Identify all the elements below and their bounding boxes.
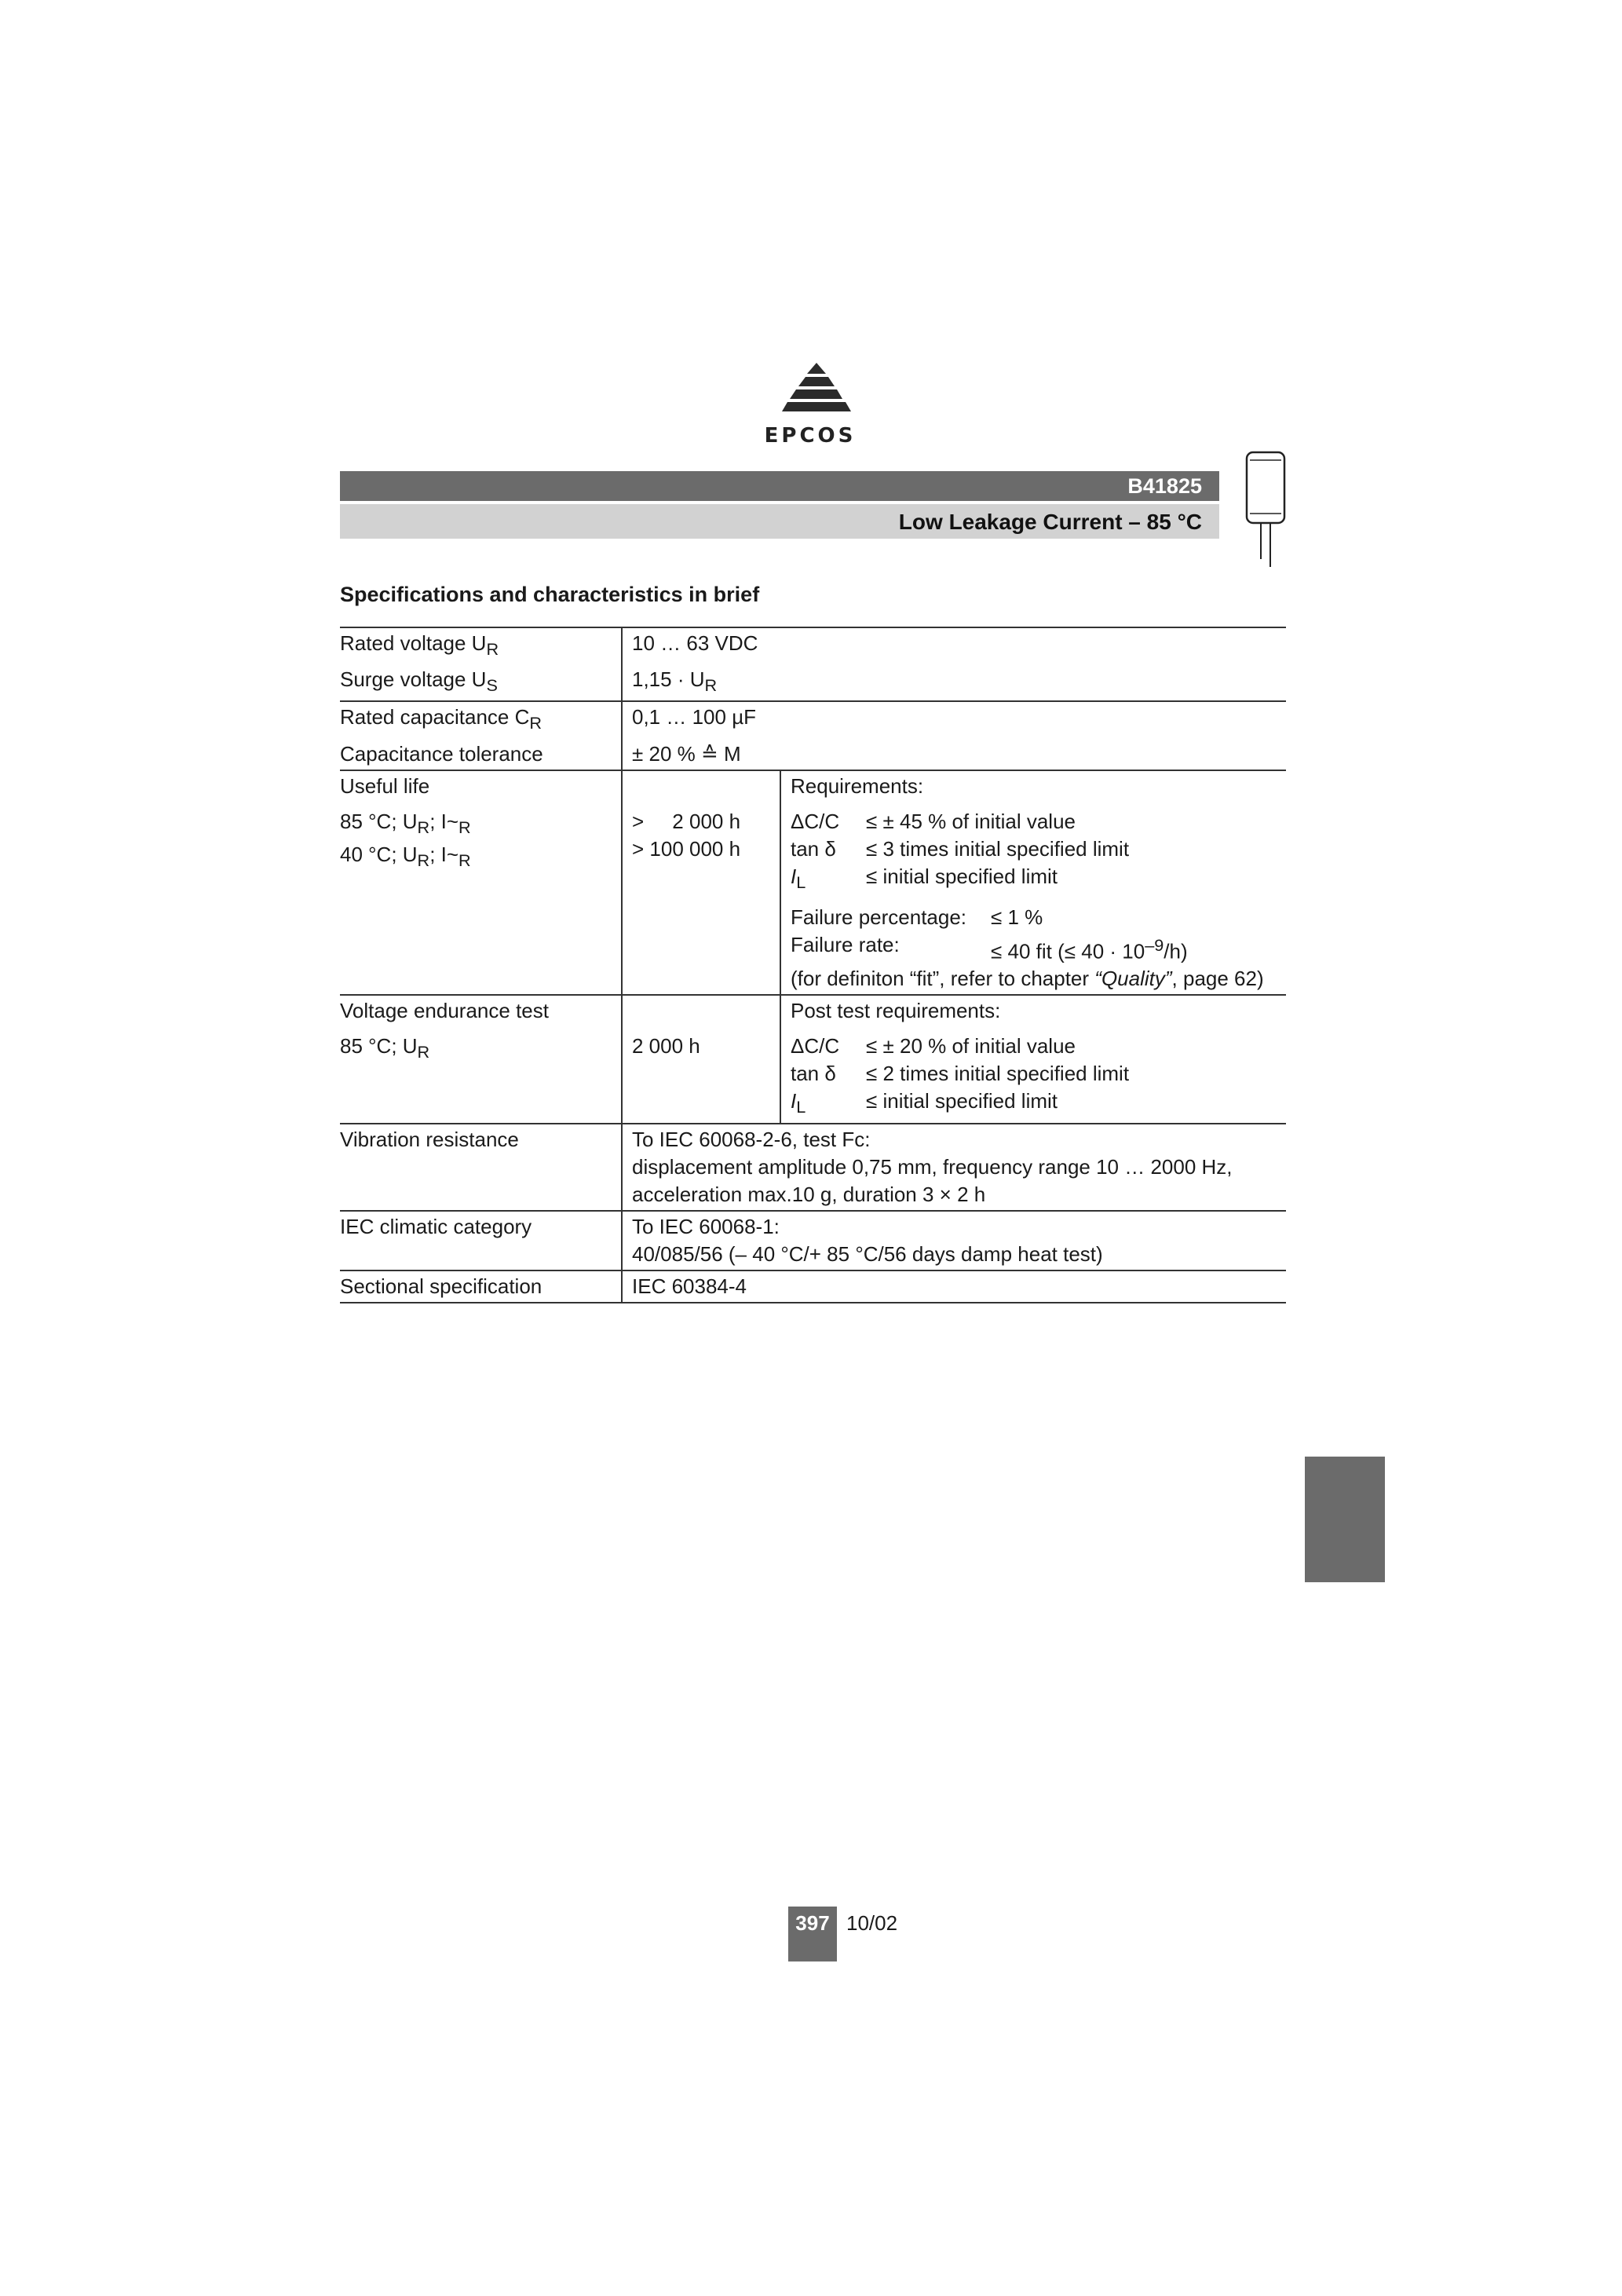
table-row — [340, 701, 1286, 738]
row-requirements: Post test requirements: ΔC/C ≤ ± 20 % of initial value tan δ ≤ 2 times initial specified limit $I_L$ ≤ initial specified limit — [780, 995, 1286, 1123]
brand-name: EPCOS — [764, 424, 857, 448]
page-date: 10/02 — [846, 1911, 898, 1935]
row-label: Voltage endurance test 85 °C; $U_R$ — [340, 995, 622, 1123]
chapter-tab — [1305, 1457, 1385, 1582]
table-row — [340, 770, 1286, 996]
capacitor-icon — [1242, 449, 1294, 575]
row-value: IEC 60384-4 — [622, 1270, 1286, 1303]
row-label: IEC climatic category — [340, 1211, 622, 1270]
row-time: > 2 000 h > 100 000 h — [622, 770, 780, 996]
table-row — [340, 1270, 1286, 1303]
table-row — [340, 627, 1286, 664]
row-label: Useful life 85 °C; $U_R$; $I\sim_R$ 40 °C; $U_R$; $I\sim_R$ — [340, 770, 622, 996]
table-row — [340, 995, 1286, 1123]
row-label: Vibration resistance — [340, 1124, 622, 1211]
row-label: Capacitance tolerance — [340, 739, 622, 770]
table-row — [340, 1211, 1286, 1270]
table-row — [340, 664, 1286, 701]
table-row — [340, 1124, 1286, 1211]
row-time: 2 000 h — [622, 995, 780, 1123]
row-value: ± 20 % ≙ M — [632, 741, 741, 766]
row-value: To IEC 60068-2-6, test Fc: displacement amplitude 0,75 mm, frequency range 10 … 2000 Hz, acceleration max.10 g, duration 3 × 2 h — [622, 1124, 1286, 1211]
page-number: 397 — [788, 1907, 837, 1961]
subtitle: Low Leakage Current – 85 °C — [898, 510, 1202, 534]
row-value: 10 … 63 VDC — [622, 627, 1286, 664]
part-number: B41825 — [1127, 474, 1202, 498]
row-label: Surge voltage $U_S$ — [340, 664, 622, 701]
row-label: Sectional specification — [340, 1270, 622, 1303]
table-row — [340, 739, 1286, 770]
row-requirements: Requirements: ΔC/C ≤ ± 45 % of initial value tan δ ≤ 3 times initial specified limit $I_L$ ≤ initial specified limit Failure percentage: ≤ 1 % Failure rate: ≤ 40 fit (≤ $40 \cdot 10^{-9}/h$) (for definiton “fit”, refer to chapter “Quality”, page 62) — [780, 770, 1286, 996]
spec-table — [340, 627, 1286, 1303]
section-heading: Specifications and characteristics in brief — [340, 583, 760, 606]
subtitle-bar — [340, 504, 1219, 539]
row-value: To IEC 60068-1: 40/085/56 (– 40 °C/+ 85 °C/56 days damp heat test) — [622, 1211, 1286, 1270]
row-label: Rated capacitance $C_R$ — [340, 701, 622, 738]
row-value: 0,1 … 100 µF — [622, 701, 1286, 738]
row-value: $1,15 \cdot U_R$ — [632, 667, 718, 696]
row-label: Rated voltage $U_R$ — [340, 627, 622, 664]
part-number-bar — [340, 471, 1219, 501]
